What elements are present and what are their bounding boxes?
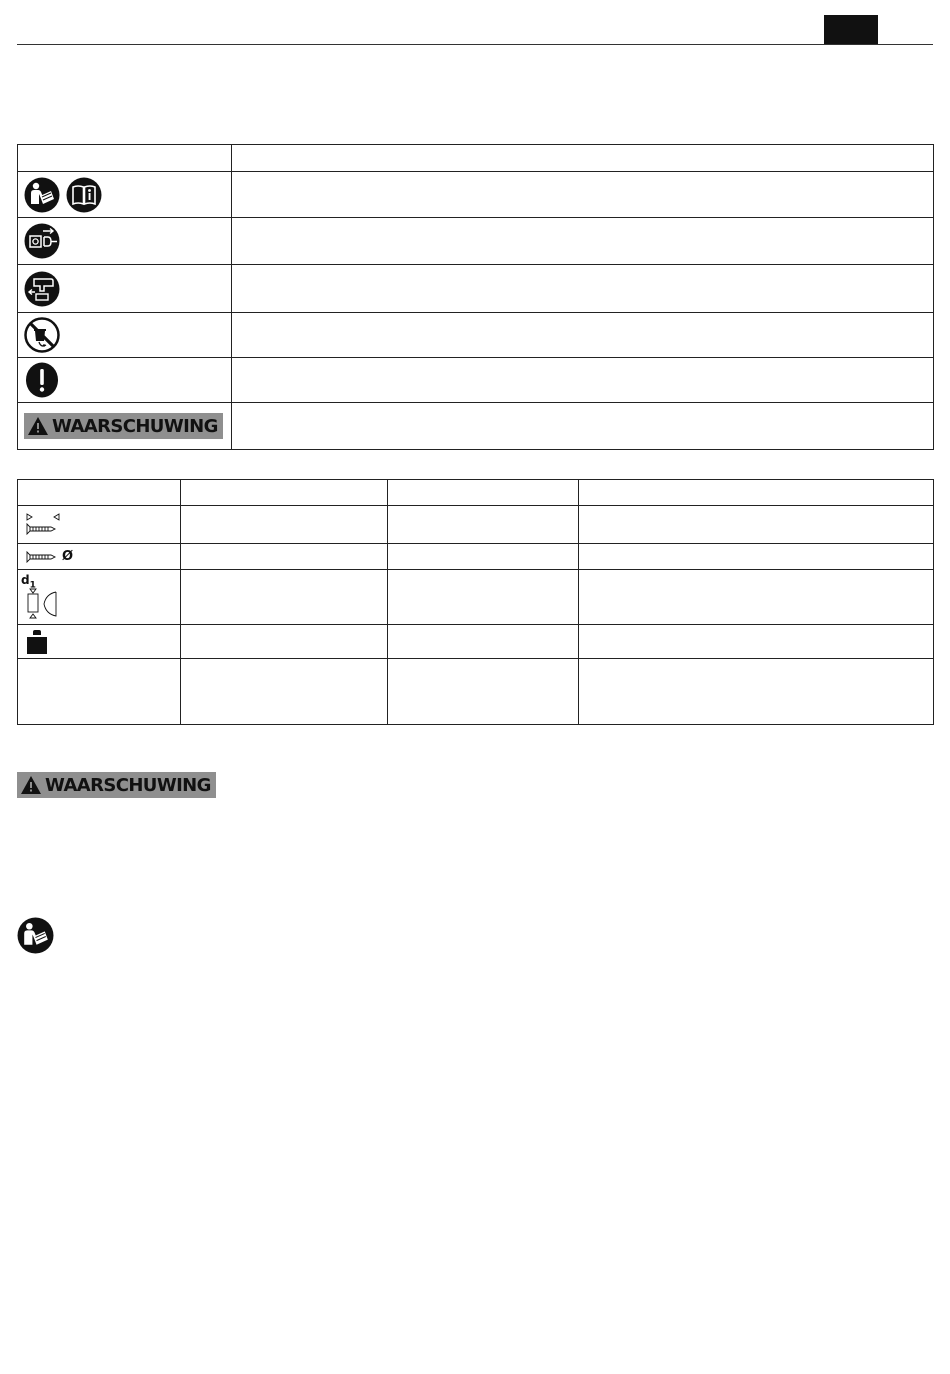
unplug-mains-icon (24, 223, 60, 259)
specs-table-header (18, 480, 934, 506)
table-row (18, 570, 934, 625)
remove-battery-icon (24, 271, 60, 307)
no-household-waste-icon (24, 317, 60, 353)
description-cell (232, 172, 934, 218)
description-cell (232, 358, 934, 403)
d1-label: $d_1$ (21, 573, 36, 591)
table-row (18, 218, 934, 265)
description-cell (232, 218, 934, 265)
warning-section-label: WAARSCHUWING (45, 774, 211, 796)
table-row (18, 403, 934, 450)
table-row (18, 172, 934, 218)
depth-stop-d1-icon (18, 574, 180, 620)
warning-label: WAARSCHUWING (52, 415, 218, 437)
description-cell (232, 313, 934, 358)
warning-triangle-icon (20, 775, 42, 795)
specs-table (17, 479, 934, 725)
table-row (18, 625, 934, 659)
symbols-table-header (18, 145, 934, 172)
warning-triangle-icon (27, 416, 49, 436)
screw-length-icon (18, 512, 180, 538)
header-cell (181, 480, 388, 506)
table-row (18, 506, 934, 544)
warning-badge (24, 413, 223, 439)
header-cell (232, 145, 934, 172)
read-manual-icon (24, 177, 60, 213)
table-row (18, 313, 934, 358)
description-cell (232, 403, 934, 450)
table-row (18, 659, 934, 725)
table-row (18, 265, 934, 313)
page-tab (824, 15, 878, 45)
header-rule (17, 44, 933, 45)
warning-section-badge (17, 772, 216, 798)
diameter-symbol: Ø (62, 549, 74, 564)
attention-exclamation-icon (24, 362, 60, 398)
header-cell (579, 480, 934, 506)
description-cell (232, 265, 934, 313)
screw-diameter-icon (18, 549, 180, 564)
information-book-icon (66, 177, 102, 213)
table-row (18, 358, 934, 403)
header-cell (18, 480, 181, 506)
read-manual-icon (17, 917, 54, 954)
header-cell (18, 145, 232, 172)
symbols-table (17, 144, 934, 450)
header-cell (388, 480, 579, 506)
table-row (18, 544, 934, 570)
weight-icon (18, 629, 180, 655)
